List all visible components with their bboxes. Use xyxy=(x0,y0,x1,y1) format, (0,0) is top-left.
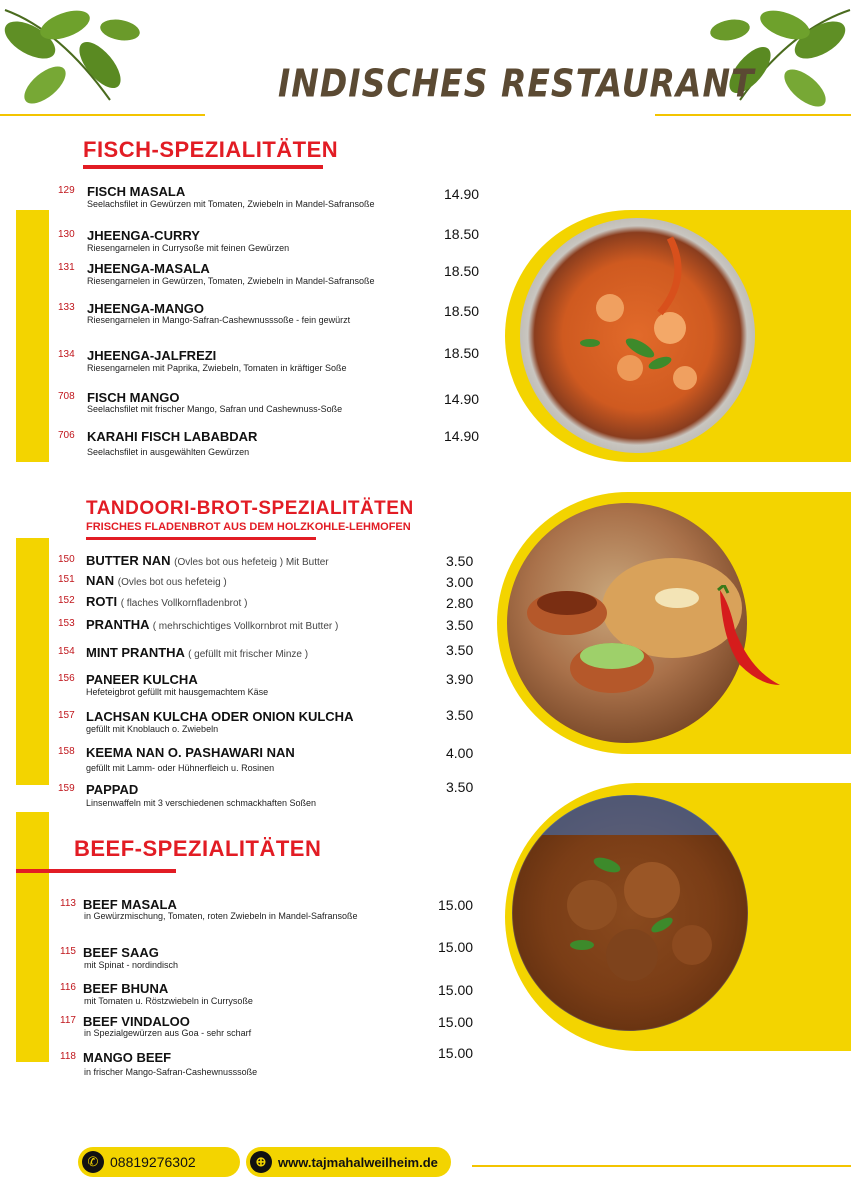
section-heading-fisch: FISCH-SPEZIALITÄTEN xyxy=(83,137,339,162)
item-note: ( flaches Vollkornfladenbrot ) xyxy=(120,598,248,609)
item-name-text: ROTI xyxy=(86,594,118,609)
item-name xyxy=(86,617,338,632)
section-heading-beef: BEEF-SPEZIALITÄTEN xyxy=(74,836,322,861)
item-price: 18.50 xyxy=(444,303,480,319)
website-pill[interactable] xyxy=(246,1147,451,1177)
item-description: Riesengarnelen in Mango-Safran-Cashewnusssoße - fein gewürzt xyxy=(87,315,351,325)
item-price: 3.50 xyxy=(446,642,474,658)
item-number: 154 xyxy=(58,646,75,657)
item-name-text: MANGO BEEF xyxy=(83,1050,172,1065)
item-number: 129 xyxy=(58,185,75,196)
fish-curry-photo xyxy=(520,218,755,453)
item-name xyxy=(86,553,329,568)
divider-right xyxy=(655,114,851,116)
item-name xyxy=(87,429,257,444)
item-number: 159 xyxy=(58,783,75,794)
item-description: Seelachsfilet in Gewürzen mit Tomaten, Zwiebeln in Mandel-Safransoße xyxy=(87,199,375,209)
item-price: 2.80 xyxy=(446,595,474,611)
item-price: 3.50 xyxy=(446,707,474,723)
leaf-decoration-left xyxy=(0,0,150,115)
item-name-text: KEEMA NAN O. PASHAWARI NAN xyxy=(86,745,295,760)
item-description: in Gewürzmischung, Tomaten, roten Zwiebeln in Mandel-Safransoße xyxy=(84,911,358,921)
website-url: www.tajmahalweilheim.de xyxy=(278,1154,438,1170)
phone-icon: ✆ xyxy=(82,1151,104,1173)
section-underline xyxy=(86,537,316,540)
item-number: 157 xyxy=(58,710,75,721)
item-name-text: KARAHI FISCH LABABDAR xyxy=(87,429,258,444)
page-title: INDISCHES RESTAURANT xyxy=(278,61,755,106)
item-number: 156 xyxy=(58,673,75,684)
globe-icon: ⊕ xyxy=(250,1151,272,1173)
item-description: Riesengarnelen in Currysoße mit feinen Gewürzen xyxy=(87,243,290,253)
item-name xyxy=(87,184,185,199)
item-description: mit Spinat - nordindisch xyxy=(84,960,179,970)
item-note: (Ovles bot ous hefeteig ) Mit Butter xyxy=(174,557,329,568)
item-name xyxy=(86,745,295,760)
item-number: 118 xyxy=(60,1051,76,1062)
item-number: 152 xyxy=(58,595,75,606)
item-number: 113 xyxy=(60,898,76,909)
item-price: 14.90 xyxy=(444,391,480,407)
item-price: 3.50 xyxy=(446,779,474,795)
item-name xyxy=(86,672,198,687)
item-name-text: NAN xyxy=(86,573,115,588)
item-name xyxy=(87,301,204,316)
item-number: 134 xyxy=(58,349,75,360)
item-name xyxy=(83,897,177,912)
accent-bar xyxy=(16,812,49,1062)
item-name-text: JHEENGA-MANGO xyxy=(87,301,205,316)
item-number: 117 xyxy=(60,1015,76,1026)
item-name-text: BUTTER NAN xyxy=(86,553,171,568)
item-price: 18.50 xyxy=(444,263,480,279)
item-number: 158 xyxy=(58,746,75,757)
item-number: 116 xyxy=(60,982,76,993)
item-name xyxy=(87,228,200,243)
item-description: gefüllt mit Lamm- oder Hühnerfleich u. Rosinen xyxy=(86,763,275,773)
footer-divider xyxy=(472,1165,851,1167)
item-description: Linsenwaffeln mit 3 verschiedenen schmackhaften Soßen xyxy=(86,798,316,808)
item-number: 708 xyxy=(58,391,75,402)
item-price: 15.00 xyxy=(438,1014,474,1030)
item-number: 131 xyxy=(58,262,75,273)
item-description: gefüllt mit Knoblauch o. Zwiebeln xyxy=(86,724,219,734)
item-name-text: BEEF VINDALOO xyxy=(83,1014,190,1029)
item-name xyxy=(83,1014,190,1029)
item-price: 3.90 xyxy=(446,671,474,687)
item-name xyxy=(87,390,179,405)
item-price: 15.00 xyxy=(438,982,474,998)
item-price: 15.00 xyxy=(438,939,474,955)
item-name xyxy=(86,573,227,588)
section-subheading-tandoori: FRISCHES FLADENBROT AUS DEM HOLZKOHLE-LEHMOFEN xyxy=(86,521,411,533)
item-name-text: BEEF SAAG xyxy=(83,945,159,960)
item-description: Riesengarnelen mit Paprika, Zwiebeln, Tomaten in kräftiger Soße xyxy=(87,363,347,373)
item-name-text: JHEENGA-MASALA xyxy=(87,261,210,276)
item-price: 18.50 xyxy=(444,226,480,242)
item-number: 130 xyxy=(58,229,75,240)
item-price: 15.00 xyxy=(438,897,474,913)
chili-pepper-icon xyxy=(710,585,785,690)
item-description: Riesengarnelen in Gewürzen, Tomaten, Zwiebeln in Mandel-Safransoße xyxy=(87,276,375,286)
phone-number: 08819276302 xyxy=(110,1154,196,1170)
phone-pill[interactable] xyxy=(78,1147,240,1177)
item-price: 3.00 xyxy=(446,574,474,590)
item-note: (Ovles bot ous hefeteig ) xyxy=(117,577,227,588)
item-name-text: PANEER KULCHA xyxy=(86,672,198,687)
item-price: 18.50 xyxy=(444,345,480,361)
item-number: 706 xyxy=(58,430,75,441)
item-description: in Spezialgewürzen aus Goa - sehr scharf xyxy=(84,1028,252,1038)
item-name-text: BEEF MASALA xyxy=(83,897,177,912)
item-number: 133 xyxy=(58,302,75,313)
item-description: mit Tomaten u. Röstzwiebeln in Currysoße xyxy=(84,996,253,1006)
divider-left xyxy=(0,114,205,116)
item-name-text: PRANTHA xyxy=(86,617,150,632)
item-description: Seelachsfilet in ausgewählten Gewürzen xyxy=(87,447,250,457)
item-name xyxy=(86,645,308,660)
item-name xyxy=(83,1050,171,1065)
item-price: 15.00 xyxy=(438,1045,474,1061)
item-description: Seelachsfilet mit frischer Mango, Safran und Cashewnuss-Soße xyxy=(87,404,343,414)
item-number: 151 xyxy=(58,574,75,585)
item-number: 150 xyxy=(58,554,75,565)
item-note: ( gefüllt mit frischer Minze ) xyxy=(188,649,309,660)
item-name-text: FISCH MANGO xyxy=(87,390,180,405)
item-name xyxy=(86,782,138,797)
item-name-text: MINT PRANTHA xyxy=(86,645,185,660)
item-note: ( mehrschichtiges Vollkornbrot mit Butter ) xyxy=(152,621,339,632)
item-description: Hefeteigbrot gefüllt mit hausgemachtem Käse xyxy=(86,687,269,697)
item-name-text: PAPPAD xyxy=(86,782,139,797)
item-number: 115 xyxy=(60,946,76,957)
item-description: in frischer Mango-Safran-Cashewnusssoße xyxy=(84,1067,258,1077)
item-price: 3.50 xyxy=(446,553,474,569)
item-price: 3.50 xyxy=(446,617,474,633)
section-underline xyxy=(16,869,176,873)
section-heading-tandoori: TANDOORI-BROT-SPEZIALITÄTEN xyxy=(86,498,414,519)
item-price: 14.90 xyxy=(444,428,480,444)
section-underline xyxy=(83,165,323,169)
beef-curry-photo xyxy=(512,795,748,1031)
item-name-text: JHEENGA-JALFREZI xyxy=(87,348,217,363)
item-price: 14.90 xyxy=(444,186,480,202)
item-name xyxy=(87,261,210,276)
item-name-text: BEEF BHUNA xyxy=(83,981,169,996)
item-name xyxy=(87,348,216,363)
item-name-text: FISCH MASALA xyxy=(87,184,186,199)
accent-bar xyxy=(16,210,49,462)
item-name-text: LACHSAN KULCHA ODER ONION KULCHA xyxy=(86,709,354,724)
item-price: 4.00 xyxy=(446,745,474,761)
item-number: 153 xyxy=(58,618,75,629)
item-name xyxy=(86,594,247,609)
item-name xyxy=(83,945,159,960)
accent-bar xyxy=(16,538,49,785)
item-name-text: JHEENGA-CURRY xyxy=(87,228,200,243)
item-name xyxy=(86,709,353,724)
item-name xyxy=(83,981,168,996)
